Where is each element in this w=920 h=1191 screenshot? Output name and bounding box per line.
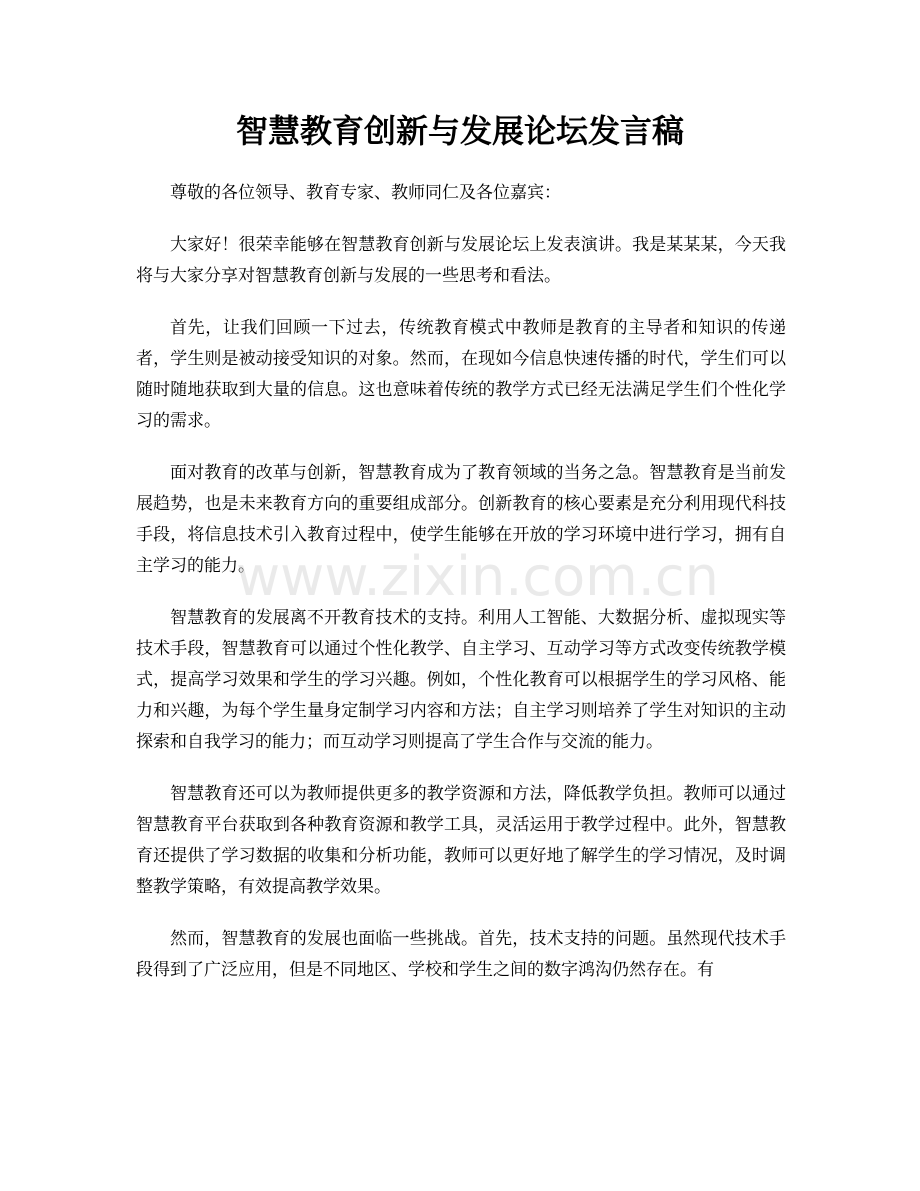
greeting-paragraph: 大家好！很荣幸能够在智慧教育创新与发展论坛上发表演讲。我是某某某，今天我将与大家分享对智慧教育创新与发展的一些思考和看法。 [136, 235, 786, 286]
document-body [136, 178, 786, 1007]
body-paragraph: 首先，让我们回顾一下过去，传统教育模式中教师是教育的主导者和知识的传递者，学生则是被动接受知识的对象。然而，在现如今信息快速传播的时代，学生们可以随时随地获取到大量的信息。这也意味着传统的教学方式已经无法满足学生们个性化学习的需求。 [136, 318, 786, 431]
body-paragraph: 然而，智慧教育的发展也面临一些挑战。首先，技术支持的问题。虽然现代技术手段得到了广泛应用，但是不同地区、学校和学生之间的数字鸿沟仍然存在。有 [136, 929, 786, 980]
body-paragraph: 智慧教育的发展离不开教育技术的支持。利用人工智能、大数据分析、虚拟现实等技术手段，智慧教育可以通过个性化教学、自主学习、互动学习等方式改变传统教学模式，提高学习效果和学生的学习兴趣。例如，个性化教育可以根据学生的学习风格、能力和兴趣，为每个学生量身定制学习内容和方法；自主学习则培养了学生对知识的主动探索和自我学习的能力；而互动学习则提高了学生合作与交流的能力。 [136, 608, 786, 752]
body-paragraph: 智慧教育还可以为教师提供更多的教学资源和方法，降低教学负担。教师可以通过智慧教育平台获取到各种教育资源和教学工具，灵活运用于教学过程中。此外，智慧教育还提供了学习数据的收集和分析功能，教师可以更好地了解学生的学习情况，及时调整教学策略，有效提高教学效果。 [136, 784, 786, 897]
document-title: 智慧教育创新与发展论坛发言稿 [235, 112, 684, 150]
site-watermark: www.zixin.com.cn [236, 545, 719, 608]
salutation-paragraph: 尊敬的各位领导、教育专家、教师同仁及各位嘉宾： [170, 183, 561, 203]
body-paragraph: 面对教育的改革与创新，智慧教育成为了教育领域的当务之急。智慧教育是当前发展趋势，也是未来教育方向的重要组成部分。创新教育的核心要素是充分利用现代科技手段，将信息技术引入教育过程中，使学生能够在开放的学习环境中进行学习，拥有自主学习的能力。 [136, 463, 786, 576]
